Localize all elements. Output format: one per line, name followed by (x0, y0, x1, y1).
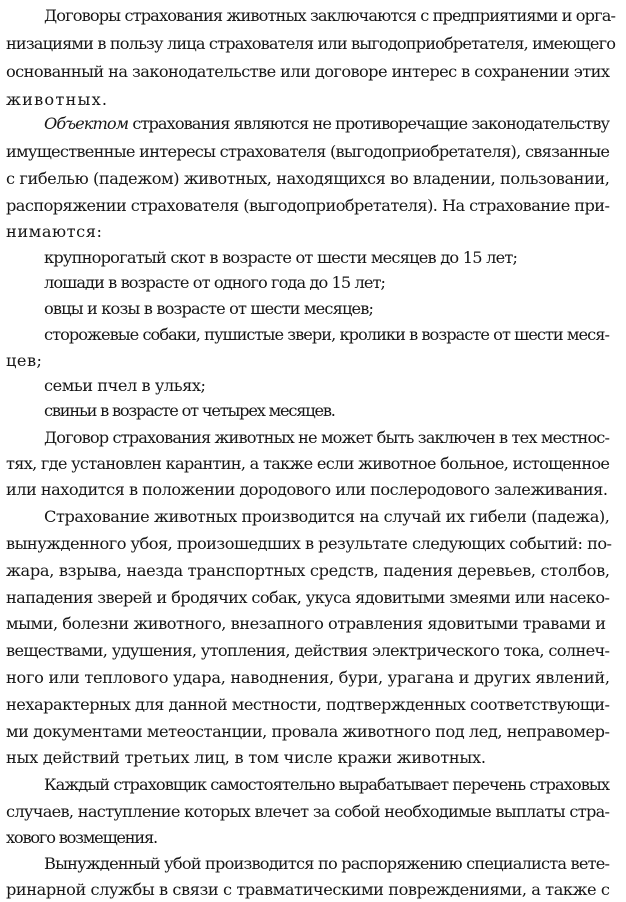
text-line: Договор страхования животных не может быть заключен в тех местнос- (44, 428, 610, 447)
text-line: нехарактерных для данной местности, подтвержденных соответствующи- (6, 695, 610, 714)
text-line: ных действий третьих лиц, в том числе кражи животных. (6, 748, 486, 767)
text-line: Договоры страхования животных заключаются с предприятиями и орга- (44, 6, 616, 25)
text-line: животных. (6, 90, 109, 109)
text-line: имущественные интересы страхователя (выгодоприобретателя), связанные (6, 142, 610, 161)
text-line: овцы и козы в возрасте от шести месяцев; (44, 299, 374, 318)
text-line: веществами, удушения, утопления, действия электрического тока, солнеч- (6, 641, 610, 660)
text-line: Страхование животных производится на случай их гибели (падежа), (44, 507, 610, 526)
text-line: ми документами метеостанции, провала животного под лед, неправомер- (6, 722, 610, 741)
text-line: лошади в возрасте от одного года до 15 лет; (44, 273, 386, 292)
text-line: сторожевые собаки, пушистые звери, кролики в возрасте от шести меся- (44, 325, 610, 344)
text-line: мыми, болезни животного, внезапного отравления ядовитыми травами и (6, 614, 606, 633)
text-line: низациями в пользу лица страхователя или выгодоприобретателя, имеющего (6, 34, 616, 53)
text-line: цев; (6, 351, 43, 370)
text-line: Объектом страхования являются не противоречащие законодательству (44, 114, 610, 133)
text-line: или находится в положении дородового или послеродового залеживания. (6, 480, 608, 499)
text-line: семьи пчел в ульях; (44, 376, 206, 395)
text-line: основанный на законодательстве или договоре интерес в сохранении этих (6, 62, 610, 81)
text-line: Вынужденный убой производится по распоряжению специалиста вете- (44, 854, 610, 873)
text-line: случаев, наступление которых влечет за собой необходимые выплаты стра- (6, 802, 610, 821)
text-line: Каждый страховщик самостоятельно вырабатывает перечень страховых (44, 775, 610, 794)
text-line: хового возмещения. (6, 828, 157, 847)
text-line: нимаются: (6, 222, 103, 241)
text-line: нападения зверей и бродячих собак, укуса ядовитыми змеями или насеко- (6, 588, 610, 607)
text-line: вынужденного убоя, произошедших в результате следующих событий: по- (6, 534, 612, 553)
text-line: с гибелью (падежом) животных, находящихся во владении, пользовании, (6, 169, 610, 188)
text-line: распоряжении страхователя (выгодоприобретателя). На страхование при- (6, 196, 610, 215)
text-line: ного или теплового удара, наводнения, бури, урагана и других явлений, (6, 668, 610, 687)
emphasized-term: Объектом (44, 114, 129, 133)
text-line: крупнорогатый скот в возрасте от шести месяцев до 15 лет; (44, 248, 518, 267)
text-line: жара, взрыва, наезда транспортных средств, падения деревьев, столбов, (6, 561, 610, 580)
text-line: тях, где установлен карантин, а также если животное больное, истощенное (6, 454, 610, 473)
text-line: ринарной службы в связи с травматическими повреждениями, а также с (6, 880, 610, 899)
text-line: свиньи в возрасте от четырех месяцев. (44, 401, 335, 420)
